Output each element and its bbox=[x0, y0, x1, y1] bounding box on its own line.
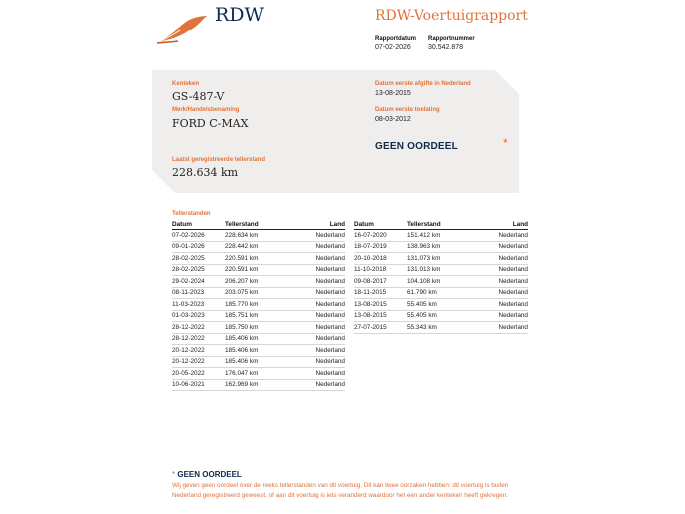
table-row bbox=[172, 241, 345, 253]
cell-date: 07-02-2026 bbox=[172, 230, 225, 242]
cell-date: 28-02-2025 bbox=[172, 264, 225, 276]
cell-reading: 220.591 km bbox=[225, 264, 289, 276]
cell-reading: 185.406 km bbox=[225, 333, 289, 345]
cell-country: Nederland bbox=[471, 322, 528, 334]
cell-reading: 138.963 km bbox=[407, 241, 471, 253]
cell-reading: 185.406 km bbox=[225, 345, 289, 357]
cell-reading: 206.207 km bbox=[225, 276, 289, 288]
table-row bbox=[354, 287, 528, 299]
table-row bbox=[354, 264, 528, 276]
cell-reading: 220.591 km bbox=[225, 253, 289, 265]
cell-reading: 203.075 km bbox=[225, 287, 289, 299]
cell-country: Nederland bbox=[289, 287, 345, 299]
table-row bbox=[354, 276, 528, 288]
col-header-reading: Tellerstand bbox=[225, 220, 289, 230]
cell-date: 08-11-2023 bbox=[172, 287, 225, 299]
table-row bbox=[354, 241, 528, 253]
report-title: RDW-Voertuigrapport bbox=[375, 8, 528, 24]
table-row bbox=[172, 264, 345, 276]
col-header-date: Datum bbox=[172, 220, 225, 230]
report-number-value: 30.542.878 bbox=[428, 44, 464, 51]
cell-reading: 55.405 km bbox=[407, 299, 471, 311]
first-admission-value: 08-03-2012 bbox=[375, 116, 411, 123]
cell-country: Nederland bbox=[289, 276, 345, 288]
table-row bbox=[172, 276, 345, 288]
table-row bbox=[354, 310, 528, 322]
cell-reading: 61.790 km bbox=[407, 287, 471, 299]
cell-country: Nederland bbox=[471, 310, 528, 322]
cell-reading: 185.406 km bbox=[225, 356, 289, 368]
cell-country: Nederland bbox=[289, 368, 345, 380]
col-header-country: Land bbox=[471, 220, 528, 230]
table-row bbox=[354, 253, 528, 265]
cell-country: Nederland bbox=[289, 264, 345, 276]
cell-date: 09-08-2017 bbox=[354, 276, 407, 288]
cell-country: Nederland bbox=[289, 253, 345, 265]
cell-country: Nederland bbox=[289, 299, 345, 311]
footer-explanation: Wij geven geen oordeel over de reeks tellerstanden van dit voertuig. Dit kan twee oorzaken hebben: dit voertuig is buiten Nederland geregistreerd geweest, of aan dit voertuig is iets veranderd waardoor het een ander kenteken heeft gekregen. bbox=[172, 482, 509, 499]
cell-country: Nederland bbox=[289, 322, 345, 334]
cell-country: Nederland bbox=[289, 333, 345, 345]
cell-date: 20-12-2022 bbox=[172, 356, 225, 368]
cell-reading: 185.770 km bbox=[225, 299, 289, 311]
footer-title bbox=[172, 470, 242, 479]
cell-date: 28-12-2022 bbox=[172, 333, 225, 345]
cell-date: 20-05-2022 bbox=[172, 368, 225, 380]
brand-logo-text: RDW bbox=[215, 4, 265, 26]
cell-country: Nederland bbox=[471, 241, 528, 253]
cell-date: 27-07-2015 bbox=[354, 322, 407, 334]
cell-date: 29-02-2024 bbox=[172, 276, 225, 288]
odometer-table-left bbox=[172, 220, 345, 391]
last-odometer-label: Laatst geregistreerde tellerstand bbox=[172, 157, 266, 163]
footer-title-text: GEEN OORDEEL bbox=[177, 470, 242, 479]
cell-reading: 228.442 km bbox=[225, 241, 289, 253]
table-row bbox=[172, 345, 345, 357]
table-row bbox=[172, 356, 345, 368]
cell-country: Nederland bbox=[471, 230, 528, 242]
table-row bbox=[172, 333, 345, 345]
table-row bbox=[172, 379, 345, 391]
last-odometer-value: 228.634 km bbox=[172, 166, 239, 179]
table-row bbox=[172, 287, 345, 299]
cell-country: Nederland bbox=[471, 287, 528, 299]
report-date-value: 07-02-2026 bbox=[375, 44, 411, 51]
odometer-section-title: Tellerstanden bbox=[172, 211, 211, 217]
cell-country: Nederland bbox=[471, 253, 528, 265]
table-row bbox=[172, 230, 345, 242]
table-row bbox=[172, 368, 345, 380]
cell-reading: 131.013 km bbox=[407, 264, 471, 276]
verdict-status: GEEN OORDEEL bbox=[375, 141, 458, 152]
col-header-reading: Tellerstand bbox=[407, 220, 471, 230]
first-nl-label: Datum eerste afgifte in Nederland bbox=[375, 81, 471, 87]
cell-date: 11-10-2018 bbox=[354, 264, 407, 276]
cell-date: 16-07-2020 bbox=[354, 230, 407, 242]
cell-date: 11-03-2023 bbox=[172, 299, 225, 311]
cell-country: Nederland bbox=[471, 299, 528, 311]
report-date-label: Rapportdatum bbox=[375, 36, 416, 42]
cell-reading: 176.047 km bbox=[225, 368, 289, 380]
table-row bbox=[354, 230, 528, 242]
cell-reading: 185.751 km bbox=[225, 310, 289, 322]
cell-reading: 151.412 km bbox=[407, 230, 471, 242]
table-row bbox=[354, 322, 528, 334]
cell-reading: 228.634 km bbox=[225, 230, 289, 242]
cell-date: 28-02-2025 bbox=[172, 253, 225, 265]
report-number-label: Rapportnummer bbox=[428, 36, 475, 42]
cell-country: Nederland bbox=[289, 230, 345, 242]
odometer-table-right bbox=[354, 220, 528, 334]
first-admission-label: Datum eerste toelating bbox=[375, 107, 440, 113]
cell-country: Nederland bbox=[471, 264, 528, 276]
table-header-row bbox=[172, 220, 345, 230]
cell-reading: 185.750 km bbox=[225, 322, 289, 334]
cell-country: Nederland bbox=[289, 345, 345, 357]
cell-country: Nederland bbox=[289, 241, 345, 253]
cell-date: 28-12-2022 bbox=[172, 322, 225, 334]
table-row bbox=[172, 299, 345, 311]
plate-value: GS-487-V bbox=[172, 90, 225, 103]
verdict-asterisk: * bbox=[503, 136, 508, 150]
cell-date: 09-01-2026 bbox=[172, 241, 225, 253]
table-row bbox=[172, 310, 345, 322]
col-header-date: Datum bbox=[354, 220, 407, 230]
footer-asterisk: * bbox=[172, 470, 176, 479]
cell-reading: 55.343 km bbox=[407, 322, 471, 334]
cell-country: Nederland bbox=[289, 310, 345, 322]
cell-reading: 131.073 km bbox=[407, 253, 471, 265]
table-row bbox=[172, 322, 345, 334]
make-label: Merk/Handelsbenaming bbox=[172, 107, 240, 113]
cell-date: 13-08-2015 bbox=[354, 310, 407, 322]
first-nl-value: 13-08-2015 bbox=[375, 90, 411, 97]
table-row bbox=[172, 253, 345, 265]
cell-date: 10-06-2021 bbox=[172, 379, 225, 391]
feather-flame-logo-icon bbox=[156, 14, 208, 44]
plate-label: Kenteken bbox=[172, 81, 200, 87]
cell-reading: 104.108 km bbox=[407, 276, 471, 288]
col-header-country: Land bbox=[289, 220, 345, 230]
cell-country: Nederland bbox=[289, 356, 345, 368]
cell-date: 13-08-2015 bbox=[354, 299, 407, 311]
cell-country: Nederland bbox=[289, 379, 345, 391]
cell-reading: 55.405 km bbox=[407, 310, 471, 322]
make-value: FORD C-MAX bbox=[172, 117, 249, 130]
cell-reading: 162.969 km bbox=[225, 379, 289, 391]
cell-date: 20-10-2018 bbox=[354, 253, 407, 265]
cell-date: 01-03-2023 bbox=[172, 310, 225, 322]
table-header-row bbox=[354, 220, 528, 230]
cell-country: Nederland bbox=[471, 276, 528, 288]
cell-date: 18-11-2015 bbox=[354, 287, 407, 299]
cell-date: 18-07-2019 bbox=[354, 241, 407, 253]
table-row bbox=[354, 299, 528, 311]
cell-date: 20-12-2022 bbox=[172, 345, 225, 357]
